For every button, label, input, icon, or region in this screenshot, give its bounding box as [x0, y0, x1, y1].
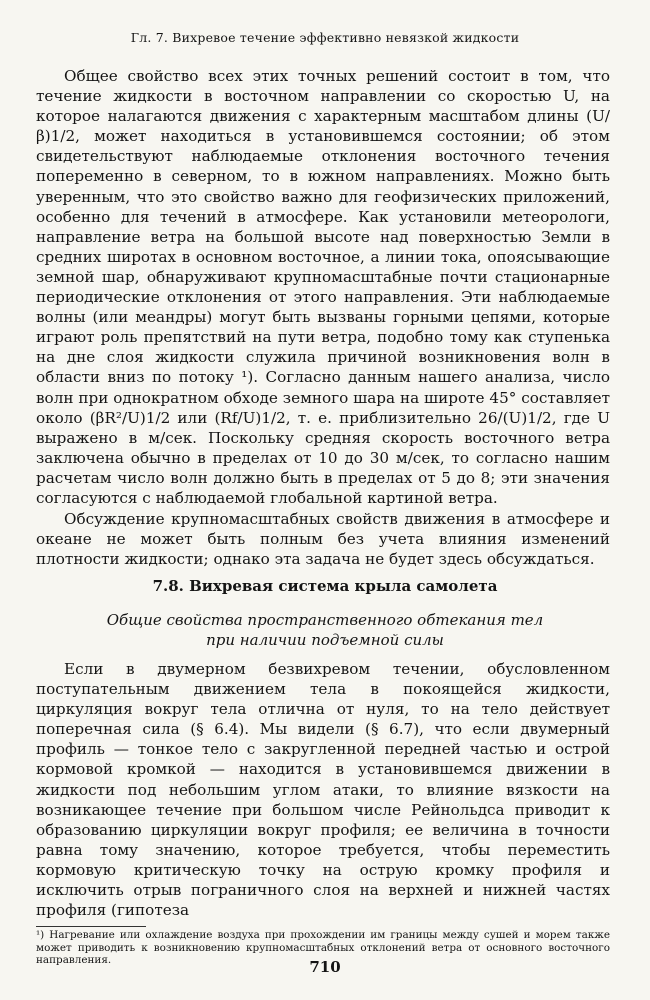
section-title: 7.8. Вихревая система крыла самолета [152, 577, 498, 595]
subsection-title [60, 610, 590, 650]
subsection-title-line-2: при наличии подъемной силы [206, 631, 444, 649]
page-number: 710 [309, 958, 341, 976]
section-text [36, 659, 610, 920]
paragraph-2: Обсуждение крупномасштабных свойств движения в атмосфере и океане не может быть полным без учета влияния изменений плотности жидкости; однако эта задача не будет здесь обсуждаться. [36, 510, 610, 569]
footnote-text: ¹) Нагревание или охлаждение воздуха при прохождении им границы между сушей и морем также может приводить к возникновению крупномасштабных отклонений ветра от основного восточного направления. [36, 929, 610, 966]
footnote-divider [36, 926, 146, 927]
running-head: Гл. 7. Вихревое течение эффективно невязкой жидкости [130, 30, 520, 45]
paragraph-1: Общее свойство всех этих точных решений состоит в том, что течение жидкости в восточном направлении со скоростью U, на которое налагаются движения с характерным масштабом длины (U/β)1/2, может находиться в установившемся состоянии; об этом свидетельствуют наблюдаемые отклонения восточного течения попеременно в северном, то в южном направлениях. Можно быть уверенным, что это свойство важно для геофизических приложений, особенно для течений в атмосфере. Как установили метеорологи, направление ветра на большой высоте над поверхностью Земли в средних широтах в основном восточное, а линии тока, опоясывающие земной шар, обнаруживают крупномасштабные почти стационарные периодические отклонения от этого направления. Эти наблюдаемые волны (или меандры) могут быть вызваны горными цепями, которые играют роль препятствий на пути ветра, подобно тому как ступенька на дне слоя жидкости служила причиной возникновения волн в области вниз по потоку ¹). Согласно данным нашего анализа, число волн при однократном обходе земного шара на широте 45° составляет около (βR²/U)1/2 или (Rf/U)1/2, т. е. приблизительно 26/(U)1/2, где U выражено в м/сек. Поскольку средняя скорость восточного ветра заключена обычно в пределах от 10 до 30 м/сек, то согласно нашим расчетам число волн должно быть в пределах от 5 до 8; эти значения согласуются с наблюдаемой глобальной картиной ветра. [36, 67, 610, 507]
subsection-title-line-1: Общие свойства пространственного обтекания тел [106, 611, 544, 629]
paragraph-3: Если в двумерном безвихревом течении, обусловленном поступательным движением тела в покоящейся жидкости, циркуляция вокруг тела отлична от нуля, то на тело действует поперечная сила (§ 6.4). Мы видели (§ 6.7), что если двумерный профиль — тонкое тело с закругленной передней частью и острой кормовой кромкой — находится в установившемся движении в жидкости под небольшим углом атаки, то влияние вязкости на возникающее течение при большом числе Рейнольдса приводит к образованию циркуляции вокруг профиля; ее величина в точности равна тому значению, которое требуется, чтобы переместить кормовую критическую точку на острую кромку профиля и исключить отрыв пограничного слоя на верхней и нижней частях профиля (гипотеза [36, 660, 610, 920]
main-text [36, 66, 610, 569]
